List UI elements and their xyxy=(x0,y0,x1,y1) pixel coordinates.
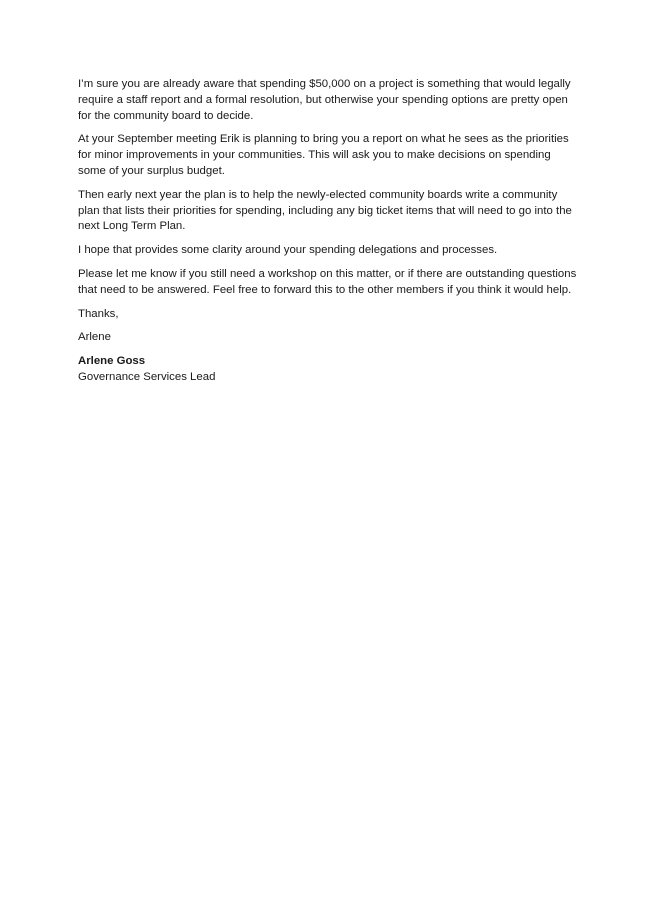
signature-name: Arlene Goss xyxy=(78,355,146,368)
paragraph-september-meeting: At your September meeting Erik is planning to bring you a report on what he sees as the priorities for minor improvements in your communities. This will ask you to make decisions on spending some of your surplus budget. xyxy=(78,133,569,177)
paragraph-clarity: I hope that provides some clarity around your spending delegations and processes. xyxy=(78,244,498,257)
letter-body xyxy=(78,77,578,394)
sign-off-name: Arlene xyxy=(78,331,111,344)
signature-block xyxy=(78,354,578,386)
signature-title: Governance Services Lead xyxy=(78,370,216,383)
paragraph-workshop: Please let me know if you still need a workshop on this matter, or if there are outstanding questions that need to be answered. Feel free to forward this to the other members if you think it would help. xyxy=(78,267,577,296)
paragraph-spending-threshold: I’m sure you are already aware that spending $50,000 on a project is something that would legally require a staff report and a formal resolution, but otherwise your spending options are pretty open for the community board to decide. xyxy=(78,78,571,122)
closing-thanks: Thanks, xyxy=(78,307,119,320)
paragraph-community-plan: Then early next year the plan is to help the newly-elected community boards write a community plan that lists their priorities for spending, including any big ticket items that will need to go into the next Long Term Plan. xyxy=(78,188,572,233)
